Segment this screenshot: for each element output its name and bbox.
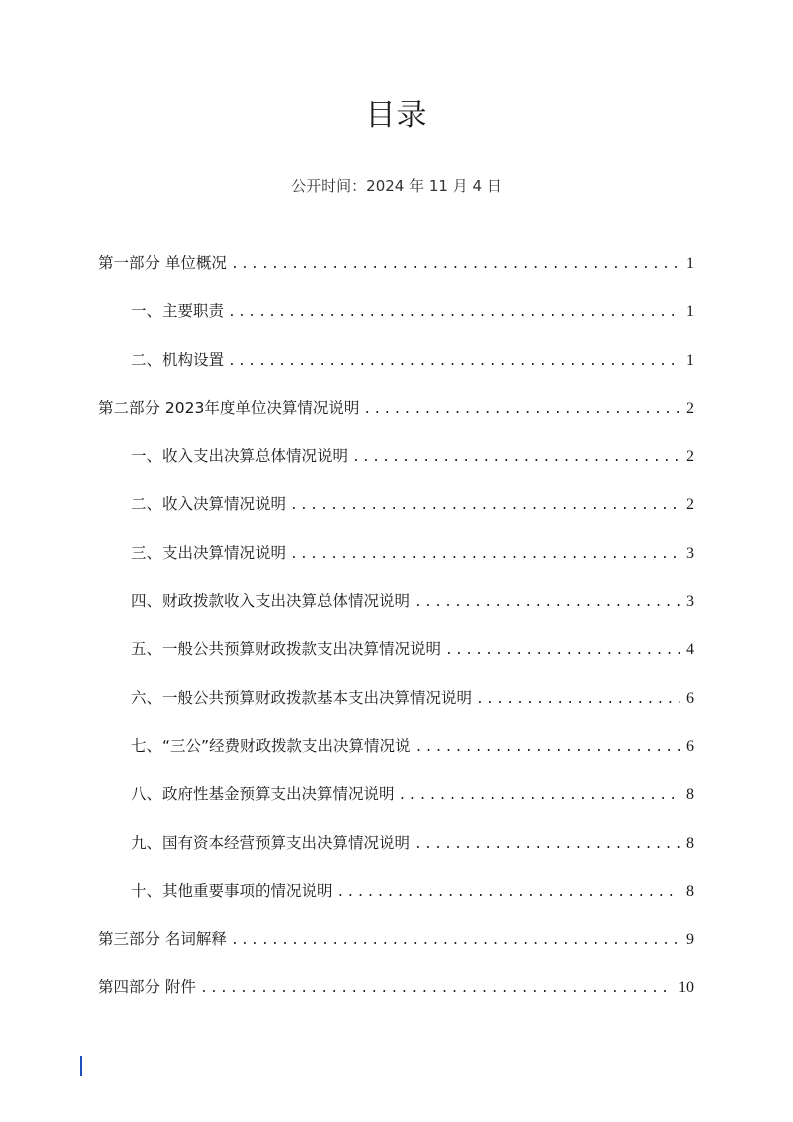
toc-entry[interactable] — [98, 345, 694, 393]
dot-leader — [231, 926, 680, 956]
toc-entry-label: 七、“三公”经费财政拨款支出决算情况说 — [131, 736, 411, 755]
dot-leader — [363, 395, 680, 425]
dot-leader — [414, 588, 680, 618]
dot-leader — [415, 733, 680, 763]
toc-entry-page-number: 2 — [686, 399, 694, 417]
toc-entry-page-number: 6 — [686, 737, 694, 755]
toc-entry-page-number: 4 — [686, 641, 694, 659]
toc-entry-page-number: 3 — [686, 544, 694, 562]
toc-entry-label: 第一部分 单位概况 — [98, 254, 227, 272]
toc-entry[interactable] — [98, 972, 694, 1020]
toc-entry-label: 二、机构设置 — [131, 350, 225, 369]
toc-entry[interactable] — [98, 538, 694, 586]
toc-entry[interactable] — [98, 586, 694, 634]
toc-entry[interactable] — [98, 634, 694, 682]
toc-entry-page-number: 1 — [686, 303, 694, 321]
toc-entry-page-number: 6 — [686, 689, 694, 707]
dot-leader — [231, 250, 680, 280]
text-cursor — [80, 1056, 82, 1076]
toc-entry[interactable] — [98, 731, 694, 779]
toc-entry[interactable] — [98, 441, 694, 489]
toc-entry[interactable] — [98, 828, 694, 876]
dot-leader — [337, 878, 680, 908]
toc-entry-label: 一、收入支出决算总体情况说明 — [131, 447, 349, 466]
toc-entry-page-number: 9 — [686, 931, 694, 949]
toc-entry-label: 九、国有资本经营预算支出决算情况说明 — [131, 833, 411, 852]
dot-leader — [228, 347, 680, 377]
toc-entry-page-number: 8 — [686, 882, 694, 900]
dot-leader — [200, 974, 674, 1004]
toc-entry[interactable] — [98, 876, 694, 924]
toc-entry-page-number: 1 — [686, 255, 694, 272]
page-title: 目录 — [365, 98, 428, 133]
toc-entry-label: 第二部分 2023年度单位决算情况说明 — [98, 398, 360, 417]
toc-entry[interactable] — [98, 248, 694, 296]
dot-leader — [476, 685, 680, 715]
toc-entry-label: 五、一般公共预算财政拨款支出决算情况说明 — [131, 640, 442, 659]
toc-entry-label: 一、主要职责 — [131, 302, 225, 321]
toc-entry-label: 二、收入决算情况说明 — [131, 495, 287, 514]
toc-entry[interactable] — [98, 924, 694, 972]
toc-entry[interactable] — [98, 489, 694, 537]
dot-leader — [414, 830, 680, 860]
toc-entry[interactable] — [98, 683, 694, 731]
toc-entry-page-number: 10 — [678, 979, 694, 997]
toc-entry-label: 十、其他重要事项的情况说明 — [131, 881, 333, 900]
dot-leader — [352, 443, 680, 473]
toc-entry-page-number: 2 — [686, 448, 694, 466]
toc-entry[interactable] — [98, 296, 694, 344]
toc-entry[interactable] — [98, 393, 694, 441]
toc-entry-label: 第三部分 名词解释 — [98, 930, 227, 949]
toc-entry[interactable] — [98, 779, 694, 827]
dot-leader — [445, 636, 680, 666]
toc-entry-label: 三、支出决算情况说明 — [131, 543, 287, 562]
toc-entry-page-number: 8 — [686, 786, 694, 804]
toc-entry-page-number: 3 — [686, 593, 694, 611]
toc-entry-label: 八、政府性基金预算支出决算情况说明 — [131, 785, 395, 804]
toc-entry-label: 六、一般公共预算财政拨款基本支出决算情况说明 — [131, 688, 473, 707]
dot-leader — [290, 491, 680, 521]
dot-leader — [290, 540, 680, 570]
toc-entry-label: 第四部分 附件 — [98, 978, 196, 997]
dot-leader — [399, 781, 680, 811]
dot-leader — [228, 298, 680, 328]
publish-date: 公开时间：2024 年 11 月 4 日 — [291, 177, 502, 195]
table-of-contents — [98, 248, 694, 1021]
toc-entry-label: 四、财政拨款收入支出决算总体情况说明 — [131, 592, 411, 611]
toc-entry-page-number: 8 — [686, 834, 694, 852]
toc-entry-page-number: 1 — [686, 351, 694, 369]
toc-entry-page-number: 2 — [686, 496, 694, 514]
